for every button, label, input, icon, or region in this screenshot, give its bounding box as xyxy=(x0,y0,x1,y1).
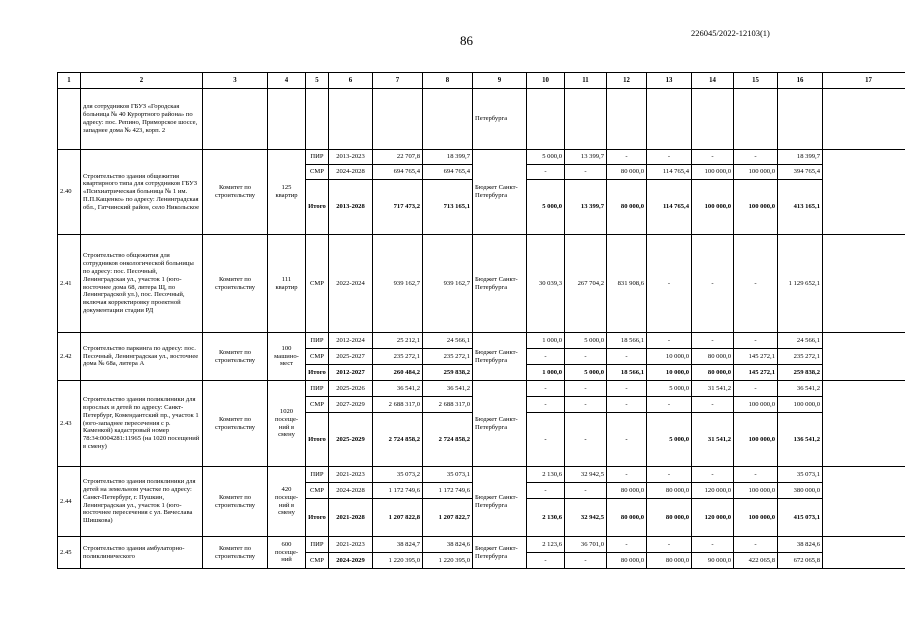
value: 38 824,6 xyxy=(778,537,823,553)
value: 5 000,0 xyxy=(527,180,565,235)
col-header: 11 xyxy=(565,73,607,89)
value: - xyxy=(527,397,565,413)
value: 259 838,2 xyxy=(778,365,823,381)
customer: Комитет по строительству xyxy=(203,235,268,333)
table-row xyxy=(58,381,905,397)
cell xyxy=(58,89,81,150)
remaining-cost: 1 172 749,6 xyxy=(423,483,473,499)
table-row xyxy=(58,89,905,150)
cell xyxy=(778,89,823,150)
remaining-cost: 1 207 822,7 xyxy=(423,499,473,537)
value: 235 272,1 xyxy=(778,349,823,365)
value: - xyxy=(692,397,734,413)
remaining-cost: 38 824,6 xyxy=(423,537,473,553)
value: 100 000,0 xyxy=(734,397,778,413)
total-cost: 35 073,2 xyxy=(373,467,423,483)
value: - xyxy=(607,381,647,397)
value: 2 130,6 xyxy=(527,467,565,483)
value: - xyxy=(647,235,692,333)
col-header: 2 xyxy=(81,73,203,89)
value: - xyxy=(692,235,734,333)
years: 2012-2024 xyxy=(329,333,373,349)
value: 394 765,4 xyxy=(778,165,823,180)
value: - xyxy=(607,413,647,467)
value: 80 000,0 xyxy=(607,165,647,180)
years: 2022-2024 xyxy=(329,235,373,333)
total-cost: 235 272,1 xyxy=(373,349,423,365)
value: 5 000,0 xyxy=(647,381,692,397)
value: 80 000,0 xyxy=(692,365,734,381)
work-type: СМР xyxy=(306,165,329,180)
years: 2025-2027 xyxy=(329,349,373,365)
cell xyxy=(823,89,905,150)
value: - xyxy=(647,537,692,553)
value: 31 541,2 xyxy=(692,381,734,397)
value: 5 000,0 xyxy=(565,365,607,381)
total-cost: 2 724 858,2 xyxy=(373,413,423,467)
value: 13 399,7 xyxy=(565,180,607,235)
total-cost: 25 212,1 xyxy=(373,333,423,349)
object-name: Строительство общежития для сотрудников онкологической больницы по адресу: пос. Песочный, Ленинградская ул., участок 1 (юго-восточнее дома 68, литера Щ, по Ленинградской ул.), пос. Песочный, включая корректировку проектной документации стадии РД xyxy=(81,235,203,333)
work-type: ПИР xyxy=(306,381,329,397)
total-cost: 36 541,2 xyxy=(373,381,423,397)
value: 100 000,0 xyxy=(734,180,778,235)
cell xyxy=(306,89,329,150)
years: 2013-2023 xyxy=(329,150,373,165)
value: - xyxy=(734,381,778,397)
work-type: СМР xyxy=(306,235,329,333)
value: 2 130,6 xyxy=(527,499,565,537)
work-type: СМР xyxy=(306,483,329,499)
total-cost: 38 824,7 xyxy=(373,537,423,553)
value: - xyxy=(607,537,647,553)
value: - xyxy=(734,537,778,553)
funding-source: Бюджет Санкт-Петербурга xyxy=(473,150,527,235)
value: 415 073,1 xyxy=(778,499,823,537)
value: - xyxy=(607,349,647,365)
value: 32 942,5 xyxy=(565,467,607,483)
col-header: 15 xyxy=(734,73,778,89)
col-header: 3 xyxy=(203,73,268,89)
value: - xyxy=(565,349,607,365)
col-header: 6 xyxy=(329,73,373,89)
work-type: Итого xyxy=(306,499,329,537)
value: 36 701,0 xyxy=(565,537,607,553)
total-cost: 1 207 822,8 xyxy=(373,499,423,537)
funding-source: Петербурга xyxy=(473,89,527,150)
capacity: 100 машино-мест xyxy=(268,333,306,381)
cell xyxy=(423,89,473,150)
value: 31 541,2 xyxy=(692,413,734,467)
funding-source: Бюджет Санкт-Петербурга xyxy=(473,537,527,569)
work-type: ПИР xyxy=(306,467,329,483)
value: - xyxy=(565,397,607,413)
total-cost: 22 707,8 xyxy=(373,150,423,165)
value: 10 000,0 xyxy=(647,365,692,381)
remaining-cost: 713 165,1 xyxy=(423,180,473,235)
customer: Комитет по строительству xyxy=(203,333,268,381)
header-row xyxy=(58,73,905,89)
remaining-cost: 235 272,1 xyxy=(423,349,473,365)
remaining-cost: 2 688 317,0 xyxy=(423,397,473,413)
remaining-cost: 36 541,2 xyxy=(423,381,473,397)
years: 2025-2029 xyxy=(329,413,373,467)
capacity: 420 посеще-ний в смену xyxy=(268,467,306,537)
total-cost: 1 172 749,6 xyxy=(373,483,423,499)
value: - xyxy=(647,333,692,349)
value: 136 541,2 xyxy=(778,413,823,467)
total-cost: 939 162,7 xyxy=(373,235,423,333)
value: 100 000,0 xyxy=(734,413,778,467)
capacity: 111 квартир xyxy=(268,235,306,333)
object-name: Строительство здания амбулаторно-поликлинического xyxy=(81,537,203,569)
value: - xyxy=(607,150,647,165)
value: 267 704,2 xyxy=(565,235,607,333)
cell xyxy=(692,89,734,150)
value: 672 065,8 xyxy=(778,553,823,569)
work-type: СМР xyxy=(306,553,329,569)
work-type: ПИР xyxy=(306,150,329,165)
cell xyxy=(823,235,905,333)
value: 100 000,0 xyxy=(692,180,734,235)
work-type: СМР xyxy=(306,397,329,413)
value: 1 000,0 xyxy=(527,333,565,349)
table-row xyxy=(58,150,905,165)
item-number: 2.45 xyxy=(58,537,81,569)
table-row xyxy=(58,235,905,333)
cell xyxy=(823,467,905,537)
value: - xyxy=(734,333,778,349)
years: 2013-2028 xyxy=(329,180,373,235)
col-header: 17 xyxy=(823,73,905,89)
value: 100 000,0 xyxy=(692,165,734,180)
col-header: 13 xyxy=(647,73,692,89)
value: 120 000,0 xyxy=(692,483,734,499)
value: 831 908,6 xyxy=(607,235,647,333)
value: - xyxy=(565,165,607,180)
value: 18 399,7 xyxy=(778,150,823,165)
cell xyxy=(565,89,607,150)
total-cost: 260 484,2 xyxy=(373,365,423,381)
value: 413 165,1 xyxy=(778,180,823,235)
value: 422 065,8 xyxy=(734,553,778,569)
customer: Комитет по строительству xyxy=(203,150,268,235)
cell xyxy=(823,150,905,235)
value: - xyxy=(565,413,607,467)
value: 80 000,0 xyxy=(647,553,692,569)
work-type: СМР xyxy=(306,349,329,365)
col-header: 1 xyxy=(58,73,81,89)
remaining-cost: 694 765,4 xyxy=(423,165,473,180)
object-name: Строительство здания поликлиники для детей на земельном участке по адресу: Санкт-Петербург, г. Пушкин, Ленинградская ул., участок 1 (юго-восточнее пересечения с ул. Вячеслава Шишкова) xyxy=(81,467,203,537)
work-type: Итого xyxy=(306,180,329,235)
value: 80 000,0 xyxy=(647,499,692,537)
remaining-cost: 939 162,7 xyxy=(423,235,473,333)
years: 2025-2026 xyxy=(329,381,373,397)
value: 2 123,6 xyxy=(527,537,565,553)
value: - xyxy=(692,333,734,349)
capacity: 125 квартир xyxy=(268,150,306,235)
value: - xyxy=(734,467,778,483)
value: 120 000,0 xyxy=(692,499,734,537)
years: 2024-2029 xyxy=(329,553,373,569)
col-header: 9 xyxy=(473,73,527,89)
col-header: 5 xyxy=(306,73,329,89)
value: - xyxy=(527,381,565,397)
value: - xyxy=(692,537,734,553)
value: 1 129 652,1 xyxy=(778,235,823,333)
value: 80 000,0 xyxy=(607,483,647,499)
col-header: 7 xyxy=(373,73,423,89)
value: 145 272,1 xyxy=(734,365,778,381)
funding-source: Бюджет Санкт-Петербурга xyxy=(473,235,527,333)
value: - xyxy=(734,150,778,165)
cell xyxy=(607,89,647,150)
value: - xyxy=(565,483,607,499)
item-number: 2.40 xyxy=(58,150,81,235)
cell xyxy=(373,89,423,150)
funding-source: Бюджет Санкт-Петербурга xyxy=(473,333,527,381)
col-header: 12 xyxy=(607,73,647,89)
remaining-cost: 259 838,2 xyxy=(423,365,473,381)
years: 2024-2028 xyxy=(329,165,373,180)
years: 2012-2027 xyxy=(329,365,373,381)
value: - xyxy=(647,397,692,413)
item-number: 2.41 xyxy=(58,235,81,333)
value: - xyxy=(527,349,565,365)
value: 18 566,1 xyxy=(607,365,647,381)
total-cost: 694 765,4 xyxy=(373,165,423,180)
object-name: Строительство здания общежития квартирного типа для сотрудников ГБУЗ «Психиатрическая больница № 1 им. П.П.Кащенко» по адресу: Ленинградская обл., Гатчинский район, село Никольское xyxy=(81,150,203,235)
remaining-cost: 1 220 395,0 xyxy=(423,553,473,569)
value: 80 000,0 xyxy=(647,483,692,499)
object-name: Строительство здания поликлиники для взрослых и детей по адресу: Санкт-Петербург, Комендантский пр., участок 1 (юго-западнее пересечения с р. Каменкой) кадастровый номер 78:34:0004281:11965 (на 1020 посещений в смену) xyxy=(81,381,203,467)
item-number: 2.42 xyxy=(58,333,81,381)
funding-source: Бюджет Санкт-Петербурга xyxy=(473,467,527,537)
years: 2027-2029 xyxy=(329,397,373,413)
value: 5 000,0 xyxy=(527,150,565,165)
program-table xyxy=(57,72,905,569)
years: 2021-2023 xyxy=(329,467,373,483)
total-cost: 1 220 395,0 xyxy=(373,553,423,569)
object-name: Строительство паркинга по адресу: пос. Песочный, Ленинградская ул., восточнее дома № 68а, литера А xyxy=(81,333,203,381)
value: 10 000,0 xyxy=(647,349,692,365)
work-type: ПИР xyxy=(306,333,329,349)
value: 100 000,0 xyxy=(734,165,778,180)
item-number: 2.43 xyxy=(58,381,81,467)
value: - xyxy=(734,235,778,333)
value: 145 272,1 xyxy=(734,349,778,365)
table-row xyxy=(58,467,905,483)
value: - xyxy=(527,165,565,180)
remaining-cost: 18 399,7 xyxy=(423,150,473,165)
cell xyxy=(647,89,692,150)
value: 100 000,0 xyxy=(778,397,823,413)
col-header: 14 xyxy=(692,73,734,89)
remaining-cost: 35 073,1 xyxy=(423,467,473,483)
value: 80 000,0 xyxy=(607,180,647,235)
value: 114 765,4 xyxy=(647,165,692,180)
value: - xyxy=(692,467,734,483)
years: 2021-2028 xyxy=(329,499,373,537)
col-header: 10 xyxy=(527,73,565,89)
capacity: 1020 посеще-ний в смену xyxy=(268,381,306,467)
value: 1 000,0 xyxy=(527,365,565,381)
value: 24 566,1 xyxy=(778,333,823,349)
cell xyxy=(823,381,905,467)
col-header: 8 xyxy=(423,73,473,89)
document-number: 226045/2022-12103(1) xyxy=(691,28,770,38)
value: 32 942,5 xyxy=(565,499,607,537)
value: 100 000,0 xyxy=(734,483,778,499)
total-cost: 2 688 317,0 xyxy=(373,397,423,413)
value: - xyxy=(565,553,607,569)
work-type: Итого xyxy=(306,365,329,381)
object-name: для сотрудников ГБУЗ «Городская больница № 40 Курортного района» по адресу: пос. Репино, Приморское шоссе, западнее дома № 423, корп. 2 xyxy=(81,89,203,150)
value: 35 073,1 xyxy=(778,467,823,483)
value: 5 000,0 xyxy=(565,333,607,349)
customer: Комитет по строительству xyxy=(203,381,268,467)
value: 100 000,0 xyxy=(734,499,778,537)
value: 80 000,0 xyxy=(607,553,647,569)
value: 90 000,0 xyxy=(692,553,734,569)
value: - xyxy=(527,553,565,569)
value: 380 000,0 xyxy=(778,483,823,499)
customer: Комитет по строительству xyxy=(203,537,268,569)
value: - xyxy=(607,397,647,413)
cell xyxy=(329,89,373,150)
cell xyxy=(734,89,778,150)
col-header: 16 xyxy=(778,73,823,89)
capacity: 600 посеще-ний xyxy=(268,537,306,569)
value: - xyxy=(565,381,607,397)
page-number: 86 xyxy=(460,33,473,48)
work-type: Итого xyxy=(306,413,329,467)
value: 13 399,7 xyxy=(565,150,607,165)
value: - xyxy=(527,413,565,467)
value: 18 566,1 xyxy=(607,333,647,349)
cell xyxy=(823,333,905,381)
cell xyxy=(823,537,905,569)
value: - xyxy=(607,467,647,483)
value: 36 541,2 xyxy=(778,381,823,397)
funding-source: Бюджет Санкт-Петербурга xyxy=(473,381,527,467)
customer: Комитет по строительству xyxy=(203,467,268,537)
table-row xyxy=(58,333,905,349)
value: - xyxy=(647,150,692,165)
cell xyxy=(527,89,565,150)
cell xyxy=(203,89,268,150)
years: 2024-2028 xyxy=(329,483,373,499)
value: 80 000,0 xyxy=(692,349,734,365)
total-cost: 717 473,2 xyxy=(373,180,423,235)
value: 5 000,0 xyxy=(647,413,692,467)
item-number: 2.44 xyxy=(58,467,81,537)
col-header: 4 xyxy=(268,73,306,89)
value: - xyxy=(527,483,565,499)
remaining-cost: 2 724 858,2 xyxy=(423,413,473,467)
remaining-cost: 24 566,1 xyxy=(423,333,473,349)
value: 80 000,0 xyxy=(607,499,647,537)
years: 2021-2023 xyxy=(329,537,373,553)
work-type: ПИР xyxy=(306,537,329,553)
value: 114 765,4 xyxy=(647,180,692,235)
value: - xyxy=(647,467,692,483)
value: 30 039,3 xyxy=(527,235,565,333)
cell xyxy=(268,89,306,150)
value: - xyxy=(692,150,734,165)
table-row xyxy=(58,537,905,553)
